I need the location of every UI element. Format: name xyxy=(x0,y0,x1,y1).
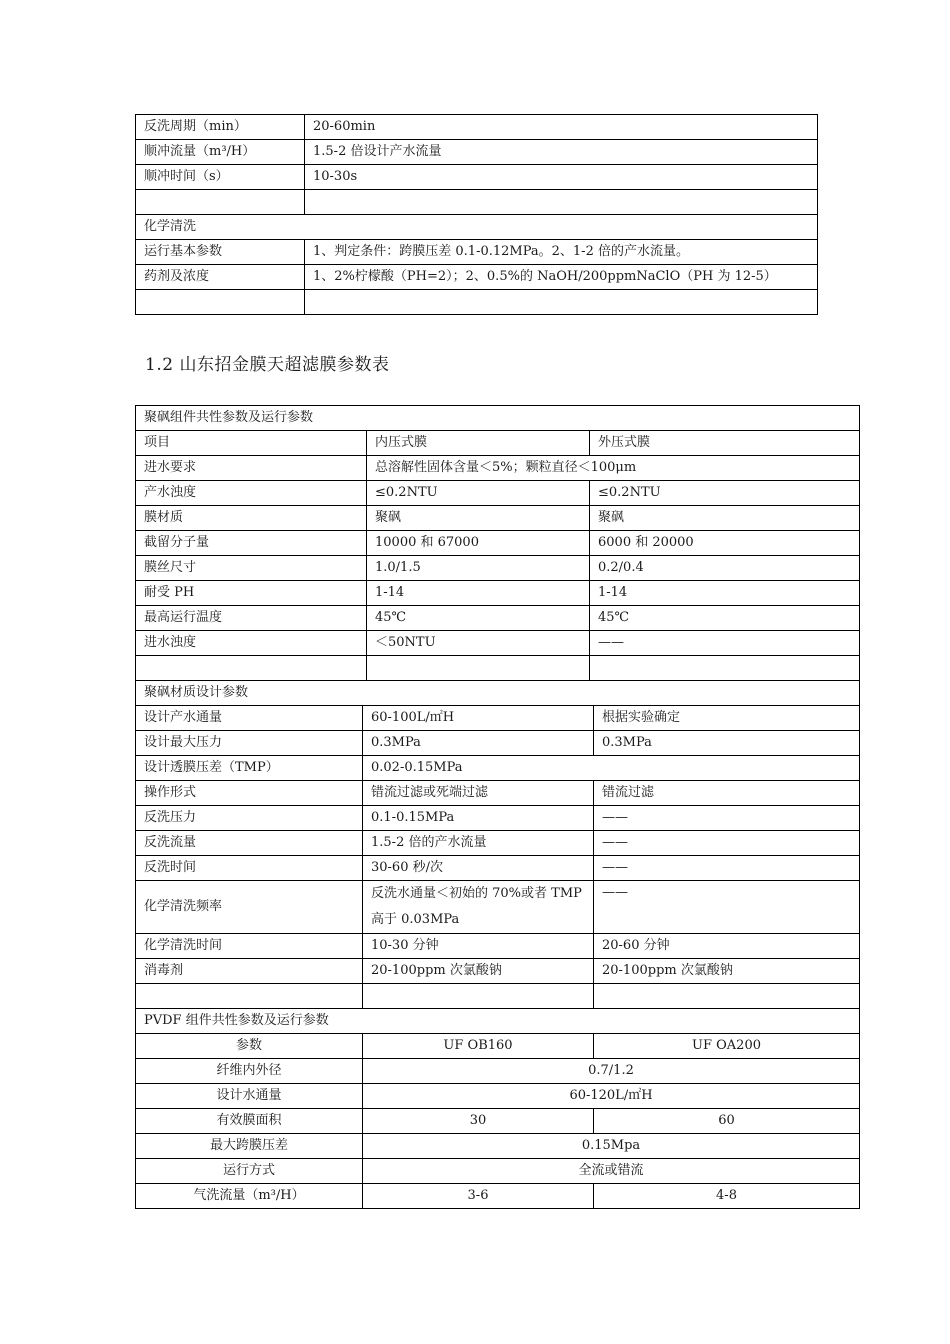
param-value: 30-60 秒/次 xyxy=(363,856,594,881)
param-value: 45℃ xyxy=(590,606,860,631)
param-label xyxy=(136,290,305,315)
param-label: 顺冲流量（m³/H） xyxy=(136,140,305,165)
param-label xyxy=(136,984,363,1009)
section-title: 化学清洗 xyxy=(136,215,818,240)
param-value: 全流或错流 xyxy=(363,1159,860,1184)
param-value: 错流过滤或死端过滤 xyxy=(363,781,594,806)
section-heading: 1.2 山东招金膜天超滤膜参数表 xyxy=(145,355,390,375)
table-row xyxy=(136,781,860,806)
table-row xyxy=(136,1134,860,1159)
table-row xyxy=(136,631,860,656)
t2-body xyxy=(136,406,860,1209)
param-value: ＜50NTU xyxy=(367,631,590,656)
table-row xyxy=(136,706,860,731)
param-value: UF OA200 xyxy=(594,1034,860,1059)
param-value: 内压式膜 xyxy=(367,431,590,456)
table-row xyxy=(136,115,818,140)
param-value: 聚砜 xyxy=(367,506,590,531)
param-value: 60 xyxy=(594,1109,860,1134)
param-value xyxy=(590,656,860,681)
param-value: 0.3MPa xyxy=(363,731,594,756)
table-row xyxy=(136,531,860,556)
table-row xyxy=(136,581,860,606)
param-label: 膜丝尺寸 xyxy=(136,556,367,581)
param-value: ≤0.2NTU xyxy=(590,481,860,506)
param-value: 聚砜 xyxy=(590,506,860,531)
param-value: 0.2/0.4 xyxy=(590,556,860,581)
table-row xyxy=(136,934,860,959)
table-row xyxy=(136,984,860,1009)
param-value: 6000 和 20000 xyxy=(590,531,860,556)
param-value: 3-6 xyxy=(363,1184,594,1209)
param-value: 20-100ppm 次氯酸钠 xyxy=(363,959,594,984)
param-label: 有效膜面积 xyxy=(136,1109,363,1134)
param-label: 反洗时间 xyxy=(136,856,363,881)
param-label: 顺冲时间（s） xyxy=(136,165,305,190)
param-value: 0.3MPa xyxy=(594,731,860,756)
param-value xyxy=(363,984,594,1009)
table-row xyxy=(136,481,860,506)
table-row xyxy=(136,959,860,984)
section-row xyxy=(136,406,860,431)
param-value: 45℃ xyxy=(367,606,590,631)
param-value xyxy=(367,656,590,681)
section-title: PVDF 组件共性参数及运行参数 xyxy=(136,1009,860,1034)
param-value: 10000 和 67000 xyxy=(367,531,590,556)
param-label: 化学清洗时间 xyxy=(136,934,363,959)
param-value: —— xyxy=(594,856,860,881)
param-value: 30 xyxy=(363,1109,594,1134)
table-row xyxy=(136,190,818,215)
table-row xyxy=(136,656,860,681)
param-label: 反洗流量 xyxy=(136,831,363,856)
param-value: —— xyxy=(594,831,860,856)
param-label: 设计产水通量 xyxy=(136,706,363,731)
param-label: 操作形式 xyxy=(136,781,363,806)
param-label: 反洗周期（min） xyxy=(136,115,305,140)
param-value: 0.02-0.15MPa xyxy=(363,756,860,781)
param-label: 项目 xyxy=(136,431,367,456)
table-row xyxy=(136,1059,860,1084)
param-value: —— xyxy=(594,881,860,934)
param-value: 1、2%柠檬酸（PH=2）；2、0.5%的 NaOH/200ppmNaClO（PH 为 12-5） xyxy=(305,265,818,290)
table-row xyxy=(136,165,818,190)
param-value: ≤0.2NTU xyxy=(367,481,590,506)
t1-body xyxy=(136,115,818,315)
param-value: 1-14 xyxy=(367,581,590,606)
section-title: 聚砜材质设计参数 xyxy=(136,681,860,706)
param-value xyxy=(305,190,818,215)
section-row xyxy=(136,1009,860,1034)
param-value: 20-60min xyxy=(305,115,818,140)
param-label: 设计最大压力 xyxy=(136,731,363,756)
param-value: —— xyxy=(590,631,860,656)
param-label: 参数 xyxy=(136,1034,363,1059)
param-value: 0.1-0.15MPa xyxy=(363,806,594,831)
param-value: 60-120L/㎡H xyxy=(363,1084,860,1109)
param-label: 膜材质 xyxy=(136,506,367,531)
param-value: 1-14 xyxy=(590,581,860,606)
table-row xyxy=(136,881,860,934)
table-row xyxy=(136,831,860,856)
param-value: 1.5-2 倍的产水流量 xyxy=(363,831,594,856)
table-row xyxy=(136,1159,860,1184)
param-label: 耐受 PH xyxy=(136,581,367,606)
param-label: 设计透膜压差（TMP） xyxy=(136,756,363,781)
table-row xyxy=(136,606,860,631)
param-label: 化学清洗频率 xyxy=(136,881,363,934)
table-row xyxy=(136,290,818,315)
table-row xyxy=(136,731,860,756)
param-label xyxy=(136,656,367,681)
param-value xyxy=(305,290,818,315)
param-label: 纤维内外径 xyxy=(136,1059,363,1084)
table-row xyxy=(136,556,860,581)
table-row xyxy=(136,265,818,290)
param-label: 最高运行温度 xyxy=(136,606,367,631)
param-label: 设计水通量 xyxy=(136,1084,363,1109)
param-value xyxy=(594,984,860,1009)
param-label: 药剂及浓度 xyxy=(136,265,305,290)
backwash-params-table xyxy=(135,114,818,315)
param-value: 10-30 分钟 xyxy=(363,934,594,959)
param-value: 1.0/1.5 xyxy=(367,556,590,581)
param-label: 进水浊度 xyxy=(136,631,367,656)
param-value: 1、判定条件：跨膜压差 0.1-0.12MPa。2、1-2 倍的产水流量。 xyxy=(305,240,818,265)
param-label: 产水浊度 xyxy=(136,481,367,506)
param-value: 0.15Mpa xyxy=(363,1134,860,1159)
table-row xyxy=(136,856,860,881)
param-value: 0.7/1.2 xyxy=(363,1059,860,1084)
param-label: 气洗流量（m³/H） xyxy=(136,1184,363,1209)
param-value: 4-8 xyxy=(594,1184,860,1209)
param-label: 最大跨膜压差 xyxy=(136,1134,363,1159)
param-value: 60-100L/㎡H xyxy=(363,706,594,731)
membrane-params-table xyxy=(135,405,860,1209)
table-row xyxy=(136,456,860,481)
param-label: 运行基本参数 xyxy=(136,240,305,265)
section-row xyxy=(136,681,860,706)
param-value: 1.5-2 倍设计产水流量 xyxy=(305,140,818,165)
table-row xyxy=(136,140,818,165)
table-row xyxy=(136,240,818,265)
param-label: 运行方式 xyxy=(136,1159,363,1184)
param-value: 20-100ppm 次氯酸钠 xyxy=(594,959,860,984)
param-value: —— xyxy=(594,806,860,831)
section-title: 聚砜组件共性参数及运行参数 xyxy=(136,406,860,431)
table-row xyxy=(136,756,860,781)
param-value: UF OB160 xyxy=(363,1034,594,1059)
param-value: 总溶解性固体含量＜5%；颗粒直径＜100μm xyxy=(367,456,860,481)
param-value: 根据实验确定 xyxy=(594,706,860,731)
param-label: 反洗压力 xyxy=(136,806,363,831)
table-row xyxy=(136,215,818,240)
param-label: 进水要求 xyxy=(136,456,367,481)
param-value: 错流过滤 xyxy=(594,781,860,806)
param-value: 20-60 分钟 xyxy=(594,934,860,959)
table-row xyxy=(136,431,860,456)
table-row xyxy=(136,506,860,531)
param-value: 10-30s xyxy=(305,165,818,190)
table-row xyxy=(136,1084,860,1109)
table-row xyxy=(136,1184,860,1209)
param-value: 外压式膜 xyxy=(590,431,860,456)
param-label: 消毒剂 xyxy=(136,959,363,984)
param-value: 反洗水通量＜初始的 70%或者 TMP 高于 0.03MPa xyxy=(363,881,594,934)
table-row xyxy=(136,1109,860,1134)
table-row xyxy=(136,1034,860,1059)
param-label: 截留分子量 xyxy=(136,531,367,556)
param-label xyxy=(136,190,305,215)
table-row xyxy=(136,806,860,831)
